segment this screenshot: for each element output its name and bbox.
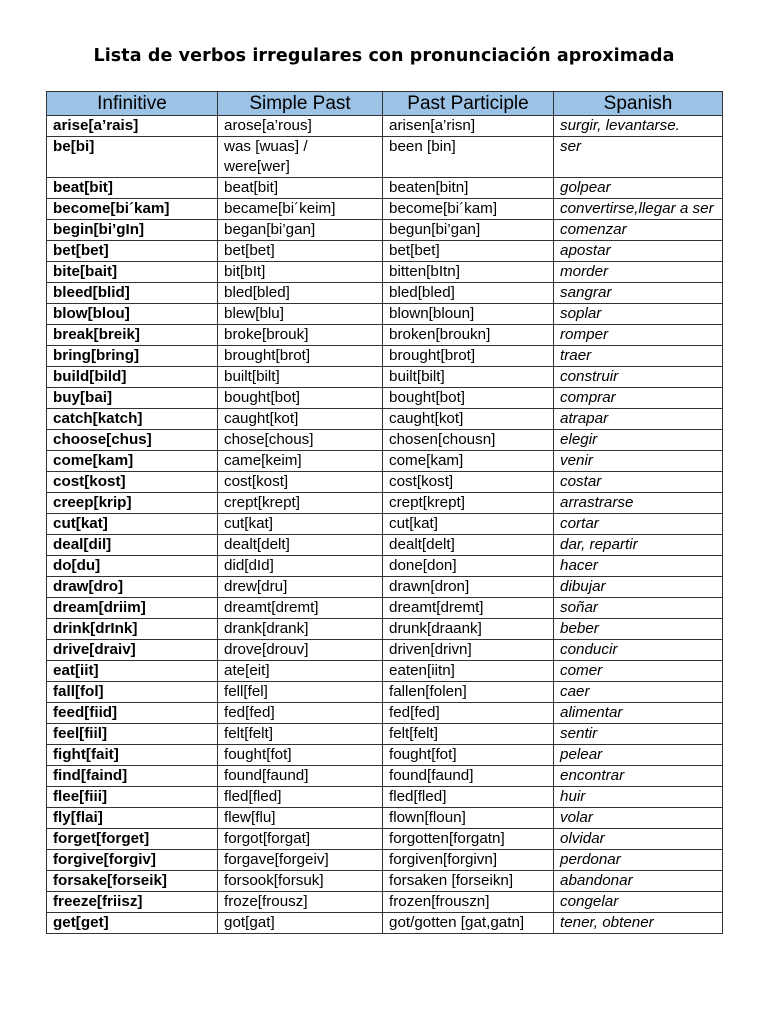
spanish-cell: comprar xyxy=(554,388,723,409)
table-body xyxy=(47,116,723,934)
spanish-cell: costar xyxy=(554,472,723,493)
column-header-infinitive: Infinitive xyxy=(47,92,218,116)
table-row xyxy=(47,724,723,745)
spanish-cell: volar xyxy=(554,808,723,829)
simple-past-cell: felt[felt] xyxy=(218,724,383,745)
simple-past-cell: bled[bled] xyxy=(218,283,383,304)
infinitive-cell: break[breik] xyxy=(47,325,218,346)
past-participle-cell: eaten[iitn] xyxy=(383,661,554,682)
spanish-cell: traer xyxy=(554,346,723,367)
past-participle-cell: forgotten[forgatn] xyxy=(383,829,554,850)
simple-past-cell: dreamt[dremt] xyxy=(218,598,383,619)
past-participle-cell: blown[bloun] xyxy=(383,304,554,325)
simple-past-cell: forgave[forgeiv] xyxy=(218,850,383,871)
spanish-cell: dar, repartir xyxy=(554,535,723,556)
infinitive-cell: draw[dro] xyxy=(47,577,218,598)
past-participle-cell: dealt[delt] xyxy=(383,535,554,556)
simple-past-cell: cut[kat] xyxy=(218,514,383,535)
infinitive-cell: fight[fait] xyxy=(47,745,218,766)
past-participle-cell: bought[bot] xyxy=(383,388,554,409)
simple-past-cell: caught[kot] xyxy=(218,409,383,430)
infinitive-cell: eat[iit] xyxy=(47,661,218,682)
spanish-cell: tener, obtener xyxy=(554,913,723,934)
simple-past-cell: arose[a’rous] xyxy=(218,116,383,137)
spanish-cell: sangrar xyxy=(554,283,723,304)
past-participle-cell: cut[kat] xyxy=(383,514,554,535)
spanish-cell: congelar xyxy=(554,892,723,913)
table-row xyxy=(47,556,723,577)
spanish-cell: dibujar xyxy=(554,577,723,598)
infinitive-cell: feed[fiid] xyxy=(47,703,218,724)
simple-past-cell: flew[flu] xyxy=(218,808,383,829)
simple-past-cell: bit[bIt] xyxy=(218,262,383,283)
infinitive-cell: drink[drInk] xyxy=(47,619,218,640)
table-row xyxy=(47,703,723,724)
past-participle-cell: fled[fled] xyxy=(383,787,554,808)
table-row xyxy=(47,199,723,220)
spanish-cell: caer xyxy=(554,682,723,703)
simple-past-cell: forgot[forgat] xyxy=(218,829,383,850)
infinitive-cell: fly[flai] xyxy=(47,808,218,829)
infinitive-cell: forsake[forseik] xyxy=(47,871,218,892)
past-participle-cell: bet[bet] xyxy=(383,241,554,262)
simple-past-cell: brought[brot] xyxy=(218,346,383,367)
past-participle-cell: crept[krept] xyxy=(383,493,554,514)
verb-table xyxy=(46,91,723,934)
table-row xyxy=(47,766,723,787)
infinitive-cell: cut[kat] xyxy=(47,514,218,535)
infinitive-cell: deal[dil] xyxy=(47,535,218,556)
table-header-row xyxy=(47,92,723,116)
infinitive-cell: bite[bait] xyxy=(47,262,218,283)
infinitive-cell: catch[katch] xyxy=(47,409,218,430)
spanish-cell: hacer xyxy=(554,556,723,577)
past-participle-cell: forsaken [forseikn] xyxy=(383,871,554,892)
spanish-cell: atrapar xyxy=(554,409,723,430)
simple-past-cell: broke[brouk] xyxy=(218,325,383,346)
past-participle-cell: built[bilt] xyxy=(383,367,554,388)
spanish-cell: cortar xyxy=(554,514,723,535)
infinitive-cell: be[bi] xyxy=(47,137,218,178)
table-row xyxy=(47,619,723,640)
spanish-cell: ser xyxy=(554,137,723,178)
infinitive-cell: arise[a’rais] xyxy=(47,116,218,137)
spanish-cell: morder xyxy=(554,262,723,283)
simple-past-cell: fought[fot] xyxy=(218,745,383,766)
past-participle-cell: bitten[bItn] xyxy=(383,262,554,283)
simple-past-cell: blew[blu] xyxy=(218,304,383,325)
table-row xyxy=(47,388,723,409)
past-participle-cell: fallen[folen] xyxy=(383,682,554,703)
table-row xyxy=(47,220,723,241)
past-participle-cell: beaten[bitn] xyxy=(383,178,554,199)
spanish-cell: romper xyxy=(554,325,723,346)
past-participle-cell: caught[kot] xyxy=(383,409,554,430)
past-participle-cell: brought[brot] xyxy=(383,346,554,367)
past-participle-cell: drawn[dron] xyxy=(383,577,554,598)
past-participle-cell: flown[floun] xyxy=(383,808,554,829)
column-header-past-participle: Past Participle xyxy=(383,92,554,116)
table-row xyxy=(47,346,723,367)
spanish-cell: comer xyxy=(554,661,723,682)
table-row xyxy=(47,913,723,934)
infinitive-cell: flee[fiii] xyxy=(47,787,218,808)
simple-past-cell: became[bi´keim] xyxy=(218,199,383,220)
infinitive-cell: fall[fol] xyxy=(47,682,218,703)
spanish-cell: encontrar xyxy=(554,766,723,787)
infinitive-cell: bet[bet] xyxy=(47,241,218,262)
spanish-cell: alimentar xyxy=(554,703,723,724)
spanish-cell: arrastrarse xyxy=(554,493,723,514)
past-participle-cell: broken[broukn] xyxy=(383,325,554,346)
simple-past-cell: fled[fled] xyxy=(218,787,383,808)
simple-past-cell: drove[drouv] xyxy=(218,640,383,661)
infinitive-cell: choose[chus] xyxy=(47,430,218,451)
table-row xyxy=(47,262,723,283)
infinitive-cell: bring[bring] xyxy=(47,346,218,367)
infinitive-cell: come[kam] xyxy=(47,451,218,472)
spanish-cell: venir xyxy=(554,451,723,472)
past-participle-cell: been [bin] xyxy=(383,137,554,178)
simple-past-cell: got[gat] xyxy=(218,913,383,934)
table-row xyxy=(47,682,723,703)
table-row xyxy=(47,829,723,850)
table-row xyxy=(47,325,723,346)
infinitive-cell: bleed[blid] xyxy=(47,283,218,304)
table-row xyxy=(47,304,723,325)
spanish-cell: perdonar xyxy=(554,850,723,871)
table-row xyxy=(47,116,723,137)
infinitive-cell: beat[bit] xyxy=(47,178,218,199)
simple-past-cell: did[dId] xyxy=(218,556,383,577)
simple-past-cell: found[faund] xyxy=(218,766,383,787)
infinitive-cell: feel[fiil] xyxy=(47,724,218,745)
table-row xyxy=(47,430,723,451)
column-header-spanish: Spanish xyxy=(554,92,723,116)
infinitive-cell: become[bi´kam] xyxy=(47,199,218,220)
spanish-cell: elegir xyxy=(554,430,723,451)
infinitive-cell: forget[forget] xyxy=(47,829,218,850)
simple-past-cell: began[bi’gan] xyxy=(218,220,383,241)
infinitive-cell: buy[bai] xyxy=(47,388,218,409)
past-participle-cell: drunk[draank] xyxy=(383,619,554,640)
past-participle-cell: frozen[frouszn] xyxy=(383,892,554,913)
table-row xyxy=(47,535,723,556)
infinitive-cell: forgive[forgiv] xyxy=(47,850,218,871)
spanish-cell: surgir, levantarse. xyxy=(554,116,723,137)
simple-past-cell: was [wuas] / were[wer] xyxy=(218,137,383,178)
simple-past-cell: froze[frousz] xyxy=(218,892,383,913)
simple-past-cell: ate[eit] xyxy=(218,661,383,682)
table-row xyxy=(47,577,723,598)
spanish-cell: soplar xyxy=(554,304,723,325)
simple-past-cell: forsook[forsuk] xyxy=(218,871,383,892)
infinitive-cell: dream[driim] xyxy=(47,598,218,619)
table-row xyxy=(47,787,723,808)
spanish-cell: comenzar xyxy=(554,220,723,241)
table-row xyxy=(47,241,723,262)
past-participle-cell: become[bi´kam] xyxy=(383,199,554,220)
table-row xyxy=(47,871,723,892)
simple-past-cell: fed[fed] xyxy=(218,703,383,724)
table-row xyxy=(47,451,723,472)
past-participle-cell: done[don] xyxy=(383,556,554,577)
infinitive-cell: drive[draiv] xyxy=(47,640,218,661)
table-row xyxy=(47,892,723,913)
simple-past-cell: drew[dru] xyxy=(218,577,383,598)
table-row xyxy=(47,661,723,682)
infinitive-cell: do[du] xyxy=(47,556,218,577)
spanish-cell: pelear xyxy=(554,745,723,766)
simple-past-cell: fell[fel] xyxy=(218,682,383,703)
table-row xyxy=(47,745,723,766)
infinitive-cell: find[faind] xyxy=(47,766,218,787)
page-title: Lista de verbos irregulares con pronunciación aproximada xyxy=(93,46,675,66)
table-row xyxy=(47,409,723,430)
spanish-cell: construir xyxy=(554,367,723,388)
table-row xyxy=(47,598,723,619)
simple-past-cell: bet[bet] xyxy=(218,241,383,262)
simple-past-cell: drank[drank] xyxy=(218,619,383,640)
simple-past-cell: crept[krept] xyxy=(218,493,383,514)
table-row xyxy=(47,367,723,388)
past-participle-cell: come[kam] xyxy=(383,451,554,472)
past-participle-cell: found[faund] xyxy=(383,766,554,787)
table-row xyxy=(47,137,723,178)
simple-past-cell: came[keim] xyxy=(218,451,383,472)
past-participle-cell: cost[kost] xyxy=(383,472,554,493)
infinitive-cell: creep[krip] xyxy=(47,493,218,514)
table-row xyxy=(47,640,723,661)
past-participle-cell: got/gotten [gat,gatn] xyxy=(383,913,554,934)
spanish-cell: apostar xyxy=(554,241,723,262)
spanish-cell: soñar xyxy=(554,598,723,619)
infinitive-cell: get[get] xyxy=(47,913,218,934)
spanish-cell: sentir xyxy=(554,724,723,745)
past-participle-cell: fed[fed] xyxy=(383,703,554,724)
spanish-cell: conducir xyxy=(554,640,723,661)
simple-past-cell: bought[bot] xyxy=(218,388,383,409)
past-participle-cell: arisen[a’risn] xyxy=(383,116,554,137)
simple-past-cell: dealt[delt] xyxy=(218,535,383,556)
spanish-cell: huir xyxy=(554,787,723,808)
table-row xyxy=(47,472,723,493)
table-row xyxy=(47,850,723,871)
infinitive-cell: blow[blou] xyxy=(47,304,218,325)
table-row xyxy=(47,178,723,199)
table-row xyxy=(47,808,723,829)
simple-past-cell: cost[kost] xyxy=(218,472,383,493)
simple-past-cell: built[bilt] xyxy=(218,367,383,388)
column-header-simple-past: Simple Past xyxy=(218,92,383,116)
past-participle-cell: begun[bi’gan] xyxy=(383,220,554,241)
past-participle-cell: dreamt[dremt] xyxy=(383,598,554,619)
spanish-cell: beber xyxy=(554,619,723,640)
spanish-cell: golpear xyxy=(554,178,723,199)
past-participle-cell: chosen[chousn] xyxy=(383,430,554,451)
simple-past-cell: beat[bit] xyxy=(218,178,383,199)
table-row xyxy=(47,514,723,535)
infinitive-cell: freeze[friisz] xyxy=(47,892,218,913)
infinitive-cell: begin[bi’gIn] xyxy=(47,220,218,241)
past-participle-cell: driven[drivn] xyxy=(383,640,554,661)
simple-past-cell: chose[chous] xyxy=(218,430,383,451)
infinitive-cell: cost[kost] xyxy=(47,472,218,493)
spanish-cell: olvidar xyxy=(554,829,723,850)
past-participle-cell: felt[felt] xyxy=(383,724,554,745)
past-participle-cell: bled[bled] xyxy=(383,283,554,304)
infinitive-cell: build[bild] xyxy=(47,367,218,388)
past-participle-cell: forgiven[forgivn] xyxy=(383,850,554,871)
spanish-cell: convertirse,llegar a ser xyxy=(554,199,723,220)
table-row xyxy=(47,493,723,514)
spanish-cell: abandonar xyxy=(554,871,723,892)
past-participle-cell: fought[fot] xyxy=(383,745,554,766)
table-row xyxy=(47,283,723,304)
